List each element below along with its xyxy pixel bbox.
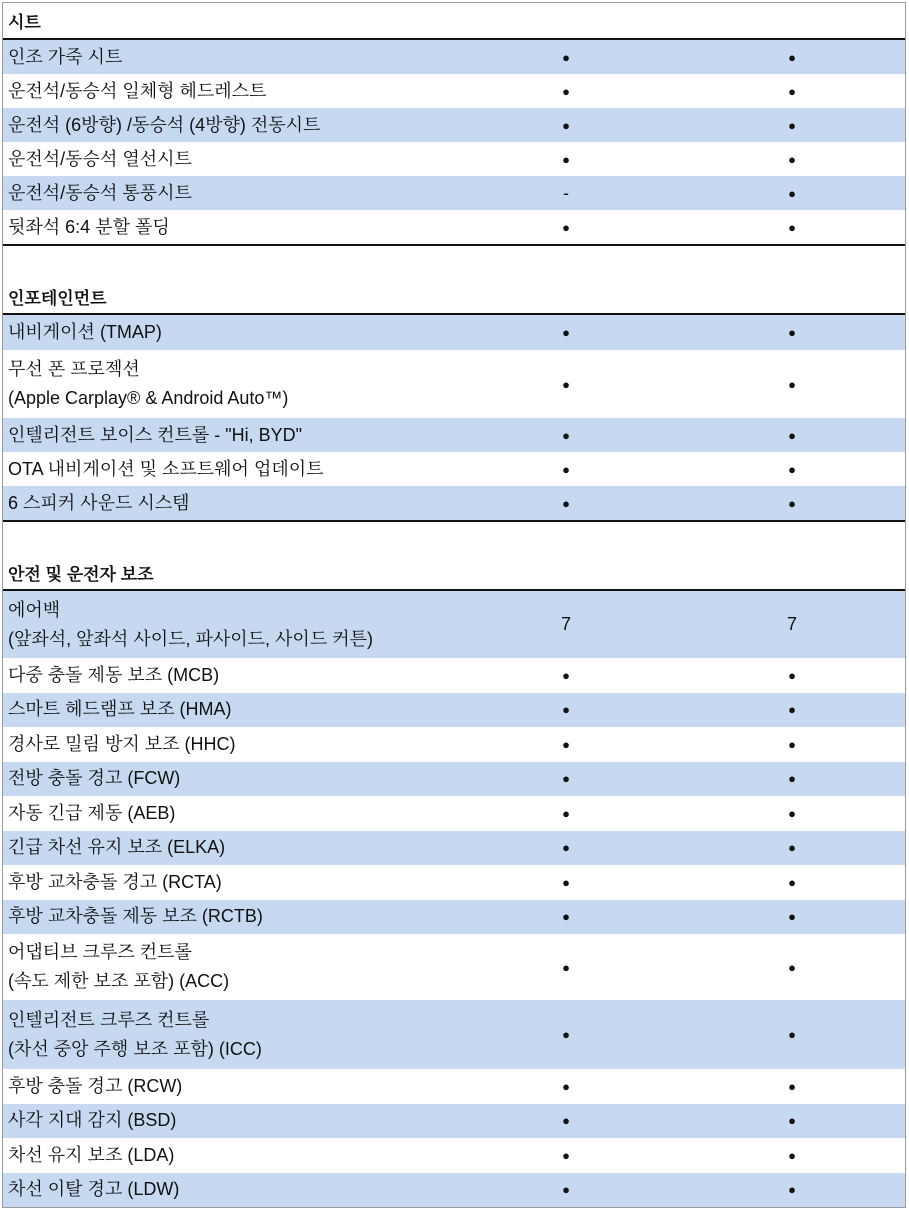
feature-label: [3, 1173, 453, 1208]
feature-label: [3, 900, 453, 935]
section-title: 안전 및 운전자 보조: [8, 565, 154, 584]
trim-1-value: ●: [562, 1078, 570, 1094]
trim-2-value: ●: [788, 185, 796, 201]
feature-label-text: 차선 이탈 경고 (LDW): [8, 1179, 180, 1200]
trim-1-value: ●: [562, 1027, 570, 1042]
trim-2-value: ●: [788, 1078, 796, 1094]
feature-label: [3, 1069, 453, 1104]
table-row: [3, 900, 905, 935]
trim-1-value: ●: [562, 959, 570, 975]
table-row: [3, 350, 905, 418]
feature-label-text: (차선 중앙 주행 보조 포함) (ICC): [8, 1038, 262, 1059]
feature-label: [3, 350, 453, 418]
feature-label: [3, 796, 453, 831]
trim-2-value: ●: [788, 1113, 796, 1129]
trim-1-value: ●: [562, 1182, 570, 1198]
feature-label: [3, 210, 453, 244]
table-row: [3, 762, 905, 797]
trim-1-value: ●: [562, 151, 570, 167]
trim-2-value: ●: [788, 427, 796, 443]
feature-label-text: 6 스피커 사운드 시스템: [8, 492, 190, 513]
table-row: [3, 693, 905, 728]
trim-2-value: ●: [788, 495, 796, 511]
table-row: [3, 418, 905, 452]
trim-1-value: ●: [562, 1147, 570, 1163]
feature-label-text: 운전석/동승석 열선시트: [8, 148, 192, 169]
feature-label: [3, 727, 453, 762]
trim-2-value: ●: [788, 959, 796, 975]
feature-label: [3, 934, 453, 1000]
feature-label-text: 후방 교차충돌 경고 (RCTA): [8, 871, 222, 892]
trim-2-value: ●: [788, 909, 796, 925]
feature-label: [3, 74, 453, 108]
feature-label-text: 운전석/동승석 통풍시트: [8, 182, 192, 203]
trim-1-value: -: [563, 182, 569, 203]
trim-2-value: ●: [788, 771, 796, 787]
trim-2-value: ●: [788, 461, 796, 477]
trim-1-value: ●: [562, 325, 570, 340]
trim-1-value: ●: [562, 1113, 570, 1129]
feature-label-text: 차선 유지 보조 (LDA): [8, 1144, 175, 1165]
trim-2-value: ●: [788, 219, 796, 235]
table-row: [3, 658, 905, 693]
trim-1-value: ●: [562, 219, 570, 235]
feature-label-text: 내비게이션 (TMAP): [8, 322, 162, 342]
trim-2-value: ●: [788, 376, 796, 392]
feature-label-text: 스마트 헤드램프 보조 (HMA): [8, 699, 232, 720]
feature-label-text: 전방 충돌 경고 (FCW): [8, 768, 181, 789]
feature-label-text: 인텔리전트 크루즈 컨트롤: [8, 1009, 210, 1030]
trim-2-value: ●: [788, 83, 796, 99]
feature-label: [3, 486, 453, 520]
feature-label: [3, 418, 453, 452]
table-row: [3, 934, 905, 1000]
section-title: 인포테인먼트: [8, 289, 107, 308]
trim-2-value: 7: [786, 614, 797, 634]
feature-label-text: (Apple Carplay® & Android Auto™): [8, 388, 289, 408]
feature-label: [3, 1138, 453, 1173]
table-row: [3, 1173, 905, 1208]
table-row: [3, 865, 905, 900]
feature-label-text: (앞좌석, 앞좌석 사이드, 파사이드, 사이드 커튼): [8, 628, 373, 649]
trim-2-value: ●: [788, 805, 796, 821]
feature-label-text: 사각 지대 감지 (BSD): [8, 1110, 177, 1131]
feature-label-text: 운전석 (6방향) /동승석 (4방향) 전동시트: [8, 114, 321, 135]
table-row: [3, 1000, 905, 1069]
section-spacer: [3, 522, 905, 556]
table-row: [3, 74, 905, 108]
table-row: [3, 486, 905, 520]
table-row: [3, 831, 905, 866]
trim-2-value: ●: [788, 117, 796, 133]
table-row: [3, 142, 905, 176]
table-row: [3, 727, 905, 762]
feature-label-text: 에어백: [8, 599, 61, 620]
trim-1-value: ●: [562, 874, 570, 890]
feature-label: [3, 176, 453, 210]
feature-label-text: 자동 긴급 제동 (AEB): [8, 802, 176, 823]
feature-label-text: 운전석/동승석 일체형 헤드레스트: [8, 80, 267, 101]
trim-2-value: ●: [788, 49, 796, 65]
trim-2-value: ●: [788, 702, 796, 718]
feature-label: [3, 658, 453, 693]
trim-2-value: ●: [788, 736, 796, 752]
trim-1-value: ●: [562, 376, 570, 392]
table-row: [3, 108, 905, 142]
trim-1-value: ●: [562, 702, 570, 718]
trim-2-value: ●: [788, 151, 796, 167]
trim-1-value: ●: [562, 495, 570, 511]
feature-label: [3, 40, 453, 74]
trim-2-value: ●: [788, 874, 796, 890]
feature-label: [3, 1104, 453, 1139]
table-row: [3, 1138, 905, 1173]
trim-1-value: ●: [562, 427, 570, 443]
feature-label-text: OTA 내비게이션 및 소프트웨어 업데이트: [8, 458, 324, 479]
trim-2-value: ●: [788, 325, 796, 340]
feature-label-text: 어댑티브 크루즈 컨트롤: [8, 942, 192, 962]
trim-1-value: ●: [562, 667, 570, 683]
table-row: [3, 176, 905, 210]
trim-1-value: ●: [562, 771, 570, 787]
feature-label-text: 뒷좌석 6:4 분할 폴딩: [8, 216, 170, 237]
feature-label: [3, 1000, 453, 1069]
table-row: [3, 40, 905, 74]
trim-2-value: ●: [788, 1147, 796, 1163]
table-row: [3, 1069, 905, 1104]
trim-1-value: ●: [562, 736, 570, 752]
feature-label-text: 후방 충돌 경고 (RCW): [8, 1075, 183, 1096]
feature-label-text: 인조 가죽 시트: [8, 46, 123, 67]
trim-1-value: ●: [562, 117, 570, 133]
trim-1-value: ●: [562, 840, 570, 856]
trim-1-value: ●: [562, 83, 570, 99]
feature-label: [3, 452, 453, 486]
table-row: [3, 796, 905, 831]
feature-label: [3, 865, 453, 900]
table-row: [3, 452, 905, 486]
feature-label: [3, 108, 453, 142]
trim-2-value: ●: [788, 667, 796, 683]
feature-label-text: 경사로 밀림 방지 보조 (HHC): [8, 733, 236, 754]
section-spacer: [3, 246, 905, 280]
feature-label-text: 긴급 차선 유지 보조 (ELKA): [8, 837, 226, 858]
table-row: [3, 210, 905, 244]
trim-1-value: 7: [560, 614, 571, 634]
feature-label-text: 인텔리전트 보이스 컨트롤 - "Hi, BYD": [8, 424, 303, 445]
table-row: [3, 315, 905, 350]
table-row: [3, 591, 905, 658]
feature-label: [3, 762, 453, 797]
section-title: 시트: [8, 13, 41, 32]
trim-1-value: ●: [562, 805, 570, 821]
table-row: [3, 1104, 905, 1139]
feature-table: [2, 2, 906, 1208]
feature-label-text: (속도 제한 보조 포함) (ACC): [8, 971, 230, 991]
feature-label: [3, 591, 453, 658]
feature-label: [3, 831, 453, 866]
feature-label: [3, 142, 453, 176]
trim-1-value: ●: [562, 49, 570, 65]
feature-label-text: 다중 충돌 제동 보조 (MCB): [8, 664, 220, 685]
feature-label-text: 후방 교차충돌 제동 보조 (RCTB): [8, 906, 263, 927]
trim-2-value: ●: [788, 840, 796, 856]
trim-2-value: ●: [788, 1027, 796, 1042]
feature-label-text: 무선 폰 프로젝션: [8, 359, 140, 379]
trim-1-value: ●: [562, 461, 570, 477]
feature-label: [3, 315, 453, 350]
trim-2-value: ●: [788, 1182, 796, 1198]
feature-label: [3, 693, 453, 728]
trim-1-value: ●: [562, 909, 570, 925]
